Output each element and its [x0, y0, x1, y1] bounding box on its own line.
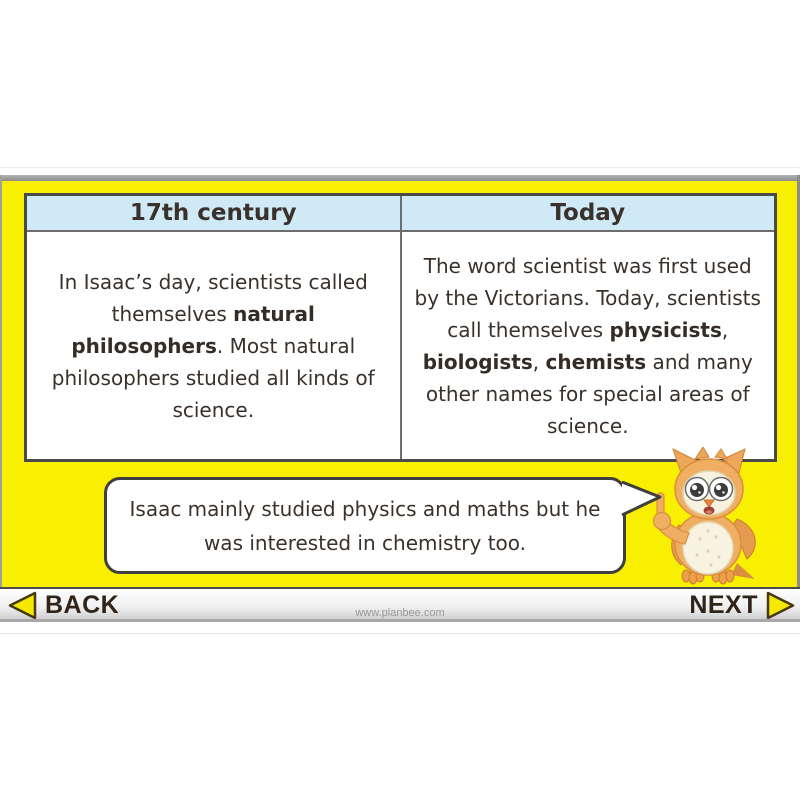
- slide-bottom-shadow-line: [0, 633, 800, 634]
- table-column-17th-century: [27, 196, 400, 459]
- body-cell-17th-century: In Isaac’s day, scientists called themselves natural philosophers. Most natural philosophers studied all kinds of science.: [51, 269, 375, 422]
- speech-bubble-text: Isaac mainly studied physics and maths but he was interested in chemistry too.: [129, 496, 601, 555]
- owl-mascot-icon: [651, 447, 767, 586]
- body-cell-today: The word scientist was first used by the Victorians. Today, scientists call themselves physicists, biologists, chemists and many other names for special areas of science.: [414, 253, 761, 438]
- website-url: www.planbee.com: [355, 607, 445, 619]
- table-column-today: [400, 196, 775, 459]
- speech-bubble-tail-icon: [620, 481, 664, 517]
- speech-bubble: [104, 477, 626, 574]
- slide: [0, 175, 800, 622]
- slide-top-border: [0, 175, 800, 181]
- back-label: BACK: [45, 590, 120, 619]
- header-cell-17th-century: 17th century: [27, 196, 400, 232]
- slide-top-shadow-line: [0, 167, 800, 168]
- header-cell-today: Today: [402, 196, 775, 232]
- comparison-table: [24, 193, 777, 462]
- slide-left-border: [0, 175, 2, 622]
- next-label: NEXT: [689, 590, 758, 619]
- footer-nav-bar: [0, 587, 800, 622]
